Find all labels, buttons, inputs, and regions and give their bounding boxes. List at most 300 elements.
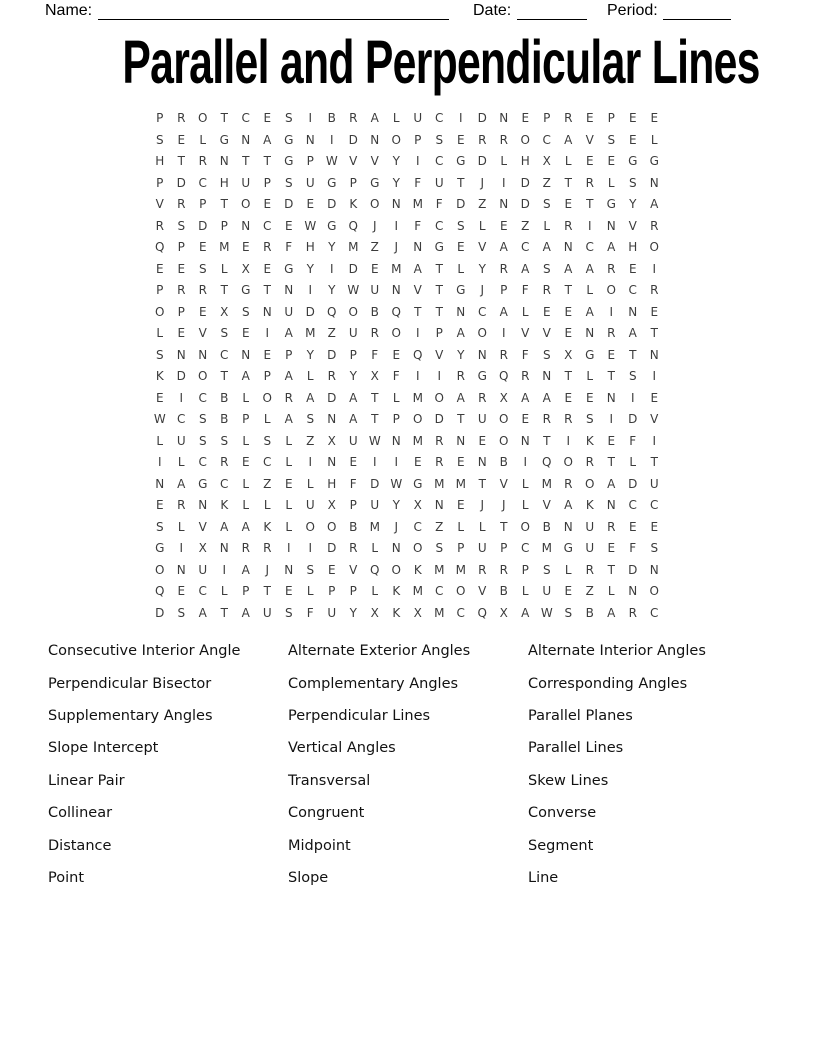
grid-letter: P xyxy=(156,283,164,297)
grid-letter: T xyxy=(435,283,443,297)
grid-letter: N xyxy=(391,197,401,211)
word-list-item: Distance xyxy=(48,837,112,854)
grid-letter: C xyxy=(198,584,207,598)
grid-letter: X xyxy=(413,605,422,620)
grid-letter: U xyxy=(585,519,595,534)
grid-letter: S xyxy=(650,541,659,555)
grid-letter: R xyxy=(542,283,551,297)
grid-letter: P xyxy=(220,218,228,233)
grid-letter: L xyxy=(607,175,615,190)
grid-letter: A xyxy=(306,390,315,405)
grid-letter: B xyxy=(349,519,358,534)
grid-letter: O xyxy=(262,390,272,405)
grid-letter: X xyxy=(220,304,229,319)
grid-letter: R xyxy=(177,111,186,125)
grid-letter: G xyxy=(413,476,423,491)
grid-letter: I xyxy=(437,369,442,383)
grid-letter: T xyxy=(500,519,508,534)
grid-letter: S xyxy=(607,132,616,147)
grid-letter: O xyxy=(198,369,208,383)
grid-letter: Z xyxy=(306,433,315,448)
grid-letter: B xyxy=(327,111,336,125)
grid-letter: A xyxy=(241,562,250,577)
grid-letter: N xyxy=(262,304,272,319)
grid-letter: O xyxy=(391,562,401,577)
grid-letter: F xyxy=(414,175,422,190)
grid-letter: T xyxy=(220,283,228,297)
grid-letter: N xyxy=(219,541,229,555)
grid-letter: E xyxy=(650,111,659,125)
grid-letter: E xyxy=(413,455,422,469)
grid-letter: I xyxy=(458,111,463,125)
grid-letter: C xyxy=(263,455,272,469)
grid-letter: F xyxy=(521,347,529,362)
grid-letter: E xyxy=(456,455,465,469)
grid-letter: E xyxy=(349,455,358,469)
grid-letter: A xyxy=(349,390,358,405)
grid-letter: E xyxy=(564,326,573,340)
grid-letter: R xyxy=(499,132,508,147)
grid-letter: Z xyxy=(521,218,530,233)
grid-letter: F xyxy=(629,433,637,448)
grid-row xyxy=(149,259,665,281)
grid-letter: U xyxy=(370,283,380,297)
grid-letter: A xyxy=(177,476,186,491)
grid-letter: R xyxy=(478,132,487,147)
grid-letter: C xyxy=(456,605,465,620)
grid-letter: T xyxy=(435,261,443,276)
grid-letter: A xyxy=(564,132,573,147)
grid-letter: O xyxy=(477,326,487,340)
period-blank-line xyxy=(663,2,731,20)
word-list-item: Transversal xyxy=(288,772,371,789)
grid-letter: A xyxy=(607,240,616,254)
grid-letter: C xyxy=(435,584,444,598)
grid-letter: E xyxy=(628,261,637,276)
grid-letter: N xyxy=(649,562,659,577)
grid-letter: X xyxy=(241,261,250,276)
grid-letter: L xyxy=(306,584,314,598)
grid-row xyxy=(149,517,665,539)
grid-letter: S xyxy=(284,605,293,620)
grid-letter: V xyxy=(349,154,358,168)
grid-letter: Q xyxy=(327,304,337,319)
grid-letter: N xyxy=(327,455,337,469)
grid-letter: Z xyxy=(585,584,594,598)
grid-letter: W xyxy=(347,283,360,297)
grid-letter: Y xyxy=(457,347,465,362)
grid-letter: E xyxy=(284,218,293,233)
grid-letter: H xyxy=(305,240,315,254)
grid-row xyxy=(149,538,665,560)
grid-letter: Y xyxy=(629,197,637,211)
grid-letter: D xyxy=(305,304,315,319)
grid-letter: X xyxy=(370,605,379,620)
grid-letter: T xyxy=(371,412,379,426)
grid-letter: V xyxy=(198,519,207,534)
grid-letter: R xyxy=(263,541,272,555)
grid-letter: G xyxy=(327,175,337,190)
grid-row xyxy=(149,216,665,238)
grid-letter: S xyxy=(542,562,551,577)
grid-letter: H xyxy=(520,154,530,168)
grid-letter: L xyxy=(478,519,486,534)
grid-letter: N xyxy=(219,154,229,168)
grid-letter: E xyxy=(241,240,250,254)
grid-letter: O xyxy=(456,584,466,598)
grid-letter: E xyxy=(263,261,272,276)
grid-letter: S xyxy=(220,326,229,340)
grid-letter: W xyxy=(304,218,317,233)
page-title: Parallel and Perpendicular Lines xyxy=(122,28,760,96)
word-list-item: Corresponding Angles xyxy=(528,675,688,692)
grid-letter: T xyxy=(564,369,572,383)
grid-letter: U xyxy=(198,562,208,577)
grid-letter: Q xyxy=(391,304,401,319)
grid-letter: L xyxy=(156,326,164,340)
word-list-item: Slope Intercept xyxy=(48,740,159,757)
grid-letter: E xyxy=(585,154,594,168)
grid-letter: R xyxy=(650,283,659,297)
word-list-item: Supplementary Angles xyxy=(48,707,213,724)
grid-letter: D xyxy=(477,111,487,125)
grid-letter: Z xyxy=(263,476,272,491)
grid-letter: O xyxy=(198,111,208,125)
grid-letter: Y xyxy=(328,240,336,254)
grid-letter: F xyxy=(435,197,443,211)
grid-letter: C xyxy=(650,498,659,512)
grid-letter: C xyxy=(198,175,207,190)
grid-letter: O xyxy=(391,326,401,340)
grid-letter: M xyxy=(369,519,380,534)
grid-letter: P xyxy=(521,562,529,577)
grid-letter: L xyxy=(263,412,271,426)
grid-letter: B xyxy=(370,304,379,319)
grid-letter: C xyxy=(521,240,530,254)
grid-letter: E xyxy=(521,111,530,125)
grid-letter: A xyxy=(564,261,573,276)
grid-letter: A xyxy=(241,605,250,620)
grid-letter: E xyxy=(198,240,207,254)
grid-letter: L xyxy=(392,111,400,125)
grid-letter: G xyxy=(585,347,595,362)
grid-letter: E xyxy=(542,304,551,319)
grid-letter: P xyxy=(414,132,422,147)
grid-letter: O xyxy=(327,519,337,534)
grid-letter: G xyxy=(434,240,444,254)
grid-letter: R xyxy=(435,433,444,448)
grid-letter: C xyxy=(650,605,659,620)
grid-letter: P xyxy=(435,326,443,340)
grid-letter: Y xyxy=(349,605,357,620)
name-blank-line xyxy=(98,2,449,20)
grid-letter: E xyxy=(564,584,573,598)
grid-row xyxy=(149,237,665,259)
grid-letter: C xyxy=(435,154,444,168)
grid-letter: R xyxy=(564,476,573,491)
grid-letter: B xyxy=(220,390,229,405)
grid-letter: C xyxy=(220,347,229,362)
grid-letter: P xyxy=(457,541,465,555)
grid-letter: U xyxy=(542,584,552,598)
grid-letter: Y xyxy=(392,498,400,512)
grid-letter: O xyxy=(370,197,380,211)
grid-letter: I xyxy=(329,132,334,147)
grid-letter: M xyxy=(455,476,466,491)
grid-letter: N xyxy=(456,433,466,448)
grid-letter: N xyxy=(434,498,444,512)
grid-letter: N xyxy=(477,347,487,362)
grid-letter: D xyxy=(520,175,530,190)
grid-letter: E xyxy=(241,455,250,469)
grid-letter: A xyxy=(607,476,616,491)
grid-letter: E xyxy=(585,390,594,405)
grid-letter: L xyxy=(521,304,529,319)
word-column xyxy=(48,635,288,894)
grid-letter: U xyxy=(585,541,595,555)
grid-letter: N xyxy=(456,304,466,319)
grid-letter: G xyxy=(606,197,616,211)
grid-letter: G xyxy=(456,154,466,168)
grid-letter: E xyxy=(456,132,465,147)
grid-letter: K xyxy=(585,433,594,448)
grid-letter: N xyxy=(628,584,638,598)
grid-letter: V xyxy=(542,326,551,340)
grid-letter: W xyxy=(325,154,338,168)
grid-letter: E xyxy=(456,498,465,512)
grid-letter: F xyxy=(414,218,422,233)
date-label: Date: xyxy=(473,2,512,19)
grid-letter: A xyxy=(521,261,530,276)
grid-letter: S xyxy=(155,132,164,147)
grid-row xyxy=(149,280,665,302)
grid-letter: M xyxy=(434,562,445,577)
grid-letter: T xyxy=(607,562,615,577)
grid-letter: T xyxy=(414,304,422,319)
grid-letter: T xyxy=(650,326,658,340)
grid-letter: E xyxy=(155,261,164,276)
grid-letter: X xyxy=(499,605,508,620)
grid-letter: R xyxy=(435,455,444,469)
grid-letter: R xyxy=(607,326,616,340)
grid-letter: C xyxy=(628,283,637,297)
grid-letter: N xyxy=(284,283,294,297)
grid-letter: L xyxy=(586,283,594,297)
grid-letter: X xyxy=(413,498,422,512)
grid-letter: Q xyxy=(542,455,552,469)
grid-letter: N xyxy=(520,433,530,448)
grid-letter: I xyxy=(501,326,506,340)
grid-letter: D xyxy=(456,197,466,211)
word-list-item: Perpendicular Lines xyxy=(288,707,431,724)
grid-letter: U xyxy=(348,433,358,448)
word-column xyxy=(288,635,528,894)
grid-letter: N xyxy=(628,304,638,319)
grid-letter: O xyxy=(649,584,659,598)
grid-row xyxy=(149,474,665,496)
grid-letter: S xyxy=(456,218,465,233)
grid-letter: L xyxy=(564,562,572,577)
grid-letter: T xyxy=(263,584,271,598)
grid-letter: R xyxy=(585,562,594,577)
grid-letter: V xyxy=(585,132,594,147)
grid-letter: M xyxy=(412,584,423,598)
grid-letter: O xyxy=(305,519,315,534)
grid-letter: Y xyxy=(392,154,400,168)
grid-letter: N xyxy=(176,562,186,577)
grid-letter: G xyxy=(284,132,294,147)
grid-letter: L xyxy=(306,476,314,491)
grid-letter: R xyxy=(499,261,508,276)
word-list-item: Alternate Exterior Angles xyxy=(288,643,471,660)
grid-letter: U xyxy=(477,412,487,426)
grid-letter: C xyxy=(220,476,229,491)
period-label: Period: xyxy=(607,2,658,19)
grid-letter: D xyxy=(370,476,380,491)
word-list-item: Point xyxy=(48,869,85,886)
grid-letter: A xyxy=(370,111,379,125)
grid-letter: S xyxy=(435,541,444,555)
grid-letter: R xyxy=(220,455,229,469)
grid-letter: M xyxy=(541,541,552,555)
grid-letter: I xyxy=(394,455,399,469)
grid-letter: F xyxy=(371,347,379,362)
grid-letter: C xyxy=(478,304,487,319)
grid-letter: N xyxy=(563,240,573,254)
grid-letter: E xyxy=(607,347,616,362)
grid-letter: J xyxy=(265,562,270,577)
word-list-item: Collinear xyxy=(48,805,113,822)
grid-letter: N xyxy=(649,175,659,190)
grid-letter: E xyxy=(198,304,207,319)
grid-letter: E xyxy=(263,347,272,362)
grid-letter: W xyxy=(153,412,166,426)
grid-letter: T xyxy=(607,369,615,383)
grid-letter: S xyxy=(628,175,637,190)
grid-letter: R xyxy=(585,175,594,190)
grid-letter: W xyxy=(368,433,381,448)
grid-letter: R xyxy=(650,218,659,233)
grid-letter: L xyxy=(371,541,379,555)
grid-letter: Y xyxy=(478,261,486,276)
grid-letter: E xyxy=(564,390,573,405)
grid-letter: O xyxy=(499,412,509,426)
grid-letter: D xyxy=(477,154,487,168)
grid-letter: X xyxy=(327,433,336,448)
grid-letter: P xyxy=(306,154,314,168)
grid-letter: V xyxy=(198,326,207,340)
grid-letter: N xyxy=(542,369,552,383)
grid-letter: L xyxy=(371,584,379,598)
grid-letter: J xyxy=(372,218,377,233)
grid-letter: L xyxy=(285,433,293,448)
grid-letter: L xyxy=(457,519,465,534)
grid-letter: A xyxy=(585,261,594,276)
grid-letter: E xyxy=(607,541,616,555)
grid-letter: A xyxy=(456,390,465,405)
grid-letter: R xyxy=(284,390,293,405)
word-list-item: Line xyxy=(528,869,559,886)
grid-letter: S xyxy=(284,175,293,190)
grid-letter: I xyxy=(157,455,162,469)
grid-letter: C xyxy=(435,111,444,125)
grid-letter: P xyxy=(177,304,185,319)
grid-letter: A xyxy=(456,326,465,340)
grid-letter: C xyxy=(542,132,551,147)
grid-letter: R xyxy=(564,412,573,426)
grid-letter: E xyxy=(628,111,637,125)
grid-letter: V xyxy=(155,197,164,211)
grid-letter: Z xyxy=(370,240,379,254)
grid-letter: P xyxy=(156,111,164,125)
grid-letter: E xyxy=(263,197,272,211)
grid-letter: R xyxy=(349,541,358,555)
grid-letter: T xyxy=(457,412,465,426)
grid-letter: A xyxy=(499,304,508,319)
word-list-item: Parallel Planes xyxy=(528,707,633,724)
grid-letter: X xyxy=(370,369,379,383)
grid-letter: N xyxy=(327,412,337,426)
grid-letter: K xyxy=(220,498,229,512)
grid-letter: T xyxy=(220,111,228,125)
grid-letter: E xyxy=(241,326,250,340)
grid-letter: S xyxy=(564,605,573,620)
grid-letter: D xyxy=(327,541,337,555)
grid-letter: E xyxy=(327,562,336,577)
grid-letter: I xyxy=(394,218,399,233)
grid-letter: L xyxy=(564,154,572,168)
grid-letter: O xyxy=(520,519,530,534)
grid-letter: K xyxy=(585,498,594,512)
grid-letter: Q xyxy=(477,605,487,620)
grid-letter: B xyxy=(585,605,594,620)
grid-letter: T xyxy=(263,283,271,297)
grid-letter: R xyxy=(177,197,186,211)
grid-letter: V xyxy=(521,326,530,340)
word-list-item: Skew Lines xyxy=(528,772,609,789)
grid-letter: R xyxy=(564,218,573,233)
grid-letter: C xyxy=(177,412,186,426)
grid-letter: M xyxy=(348,240,359,254)
grid-letter: C xyxy=(585,240,594,254)
grid-letter: G xyxy=(241,283,251,297)
grid-letter: L xyxy=(306,369,314,383)
grid-letter: L xyxy=(543,218,551,233)
grid-letter: N xyxy=(585,326,595,340)
grid-letter: Q xyxy=(413,347,423,362)
grid-letter: R xyxy=(585,455,594,469)
grid-letter: I xyxy=(415,154,420,168)
grid-letter: N xyxy=(198,498,208,512)
grid-letter: E xyxy=(284,476,293,491)
grid-letter: F xyxy=(349,476,357,491)
grid-letter: M xyxy=(391,261,402,276)
grid-letter: P xyxy=(242,412,250,426)
grid-letter: U xyxy=(348,326,358,340)
grid-letter: L xyxy=(392,390,400,405)
grid-letter: E xyxy=(499,218,508,233)
grid-letter: R xyxy=(263,240,272,254)
grid-letter: D xyxy=(284,197,294,211)
grid-letter: N xyxy=(649,347,659,362)
grid-letter: C xyxy=(435,218,444,233)
grid-letter: M xyxy=(434,476,445,491)
grid-letter: R xyxy=(607,519,616,534)
grid-letter: A xyxy=(521,605,530,620)
grid-letter: D xyxy=(327,347,337,362)
grid-letter: R xyxy=(349,111,358,125)
word-column xyxy=(528,635,768,894)
